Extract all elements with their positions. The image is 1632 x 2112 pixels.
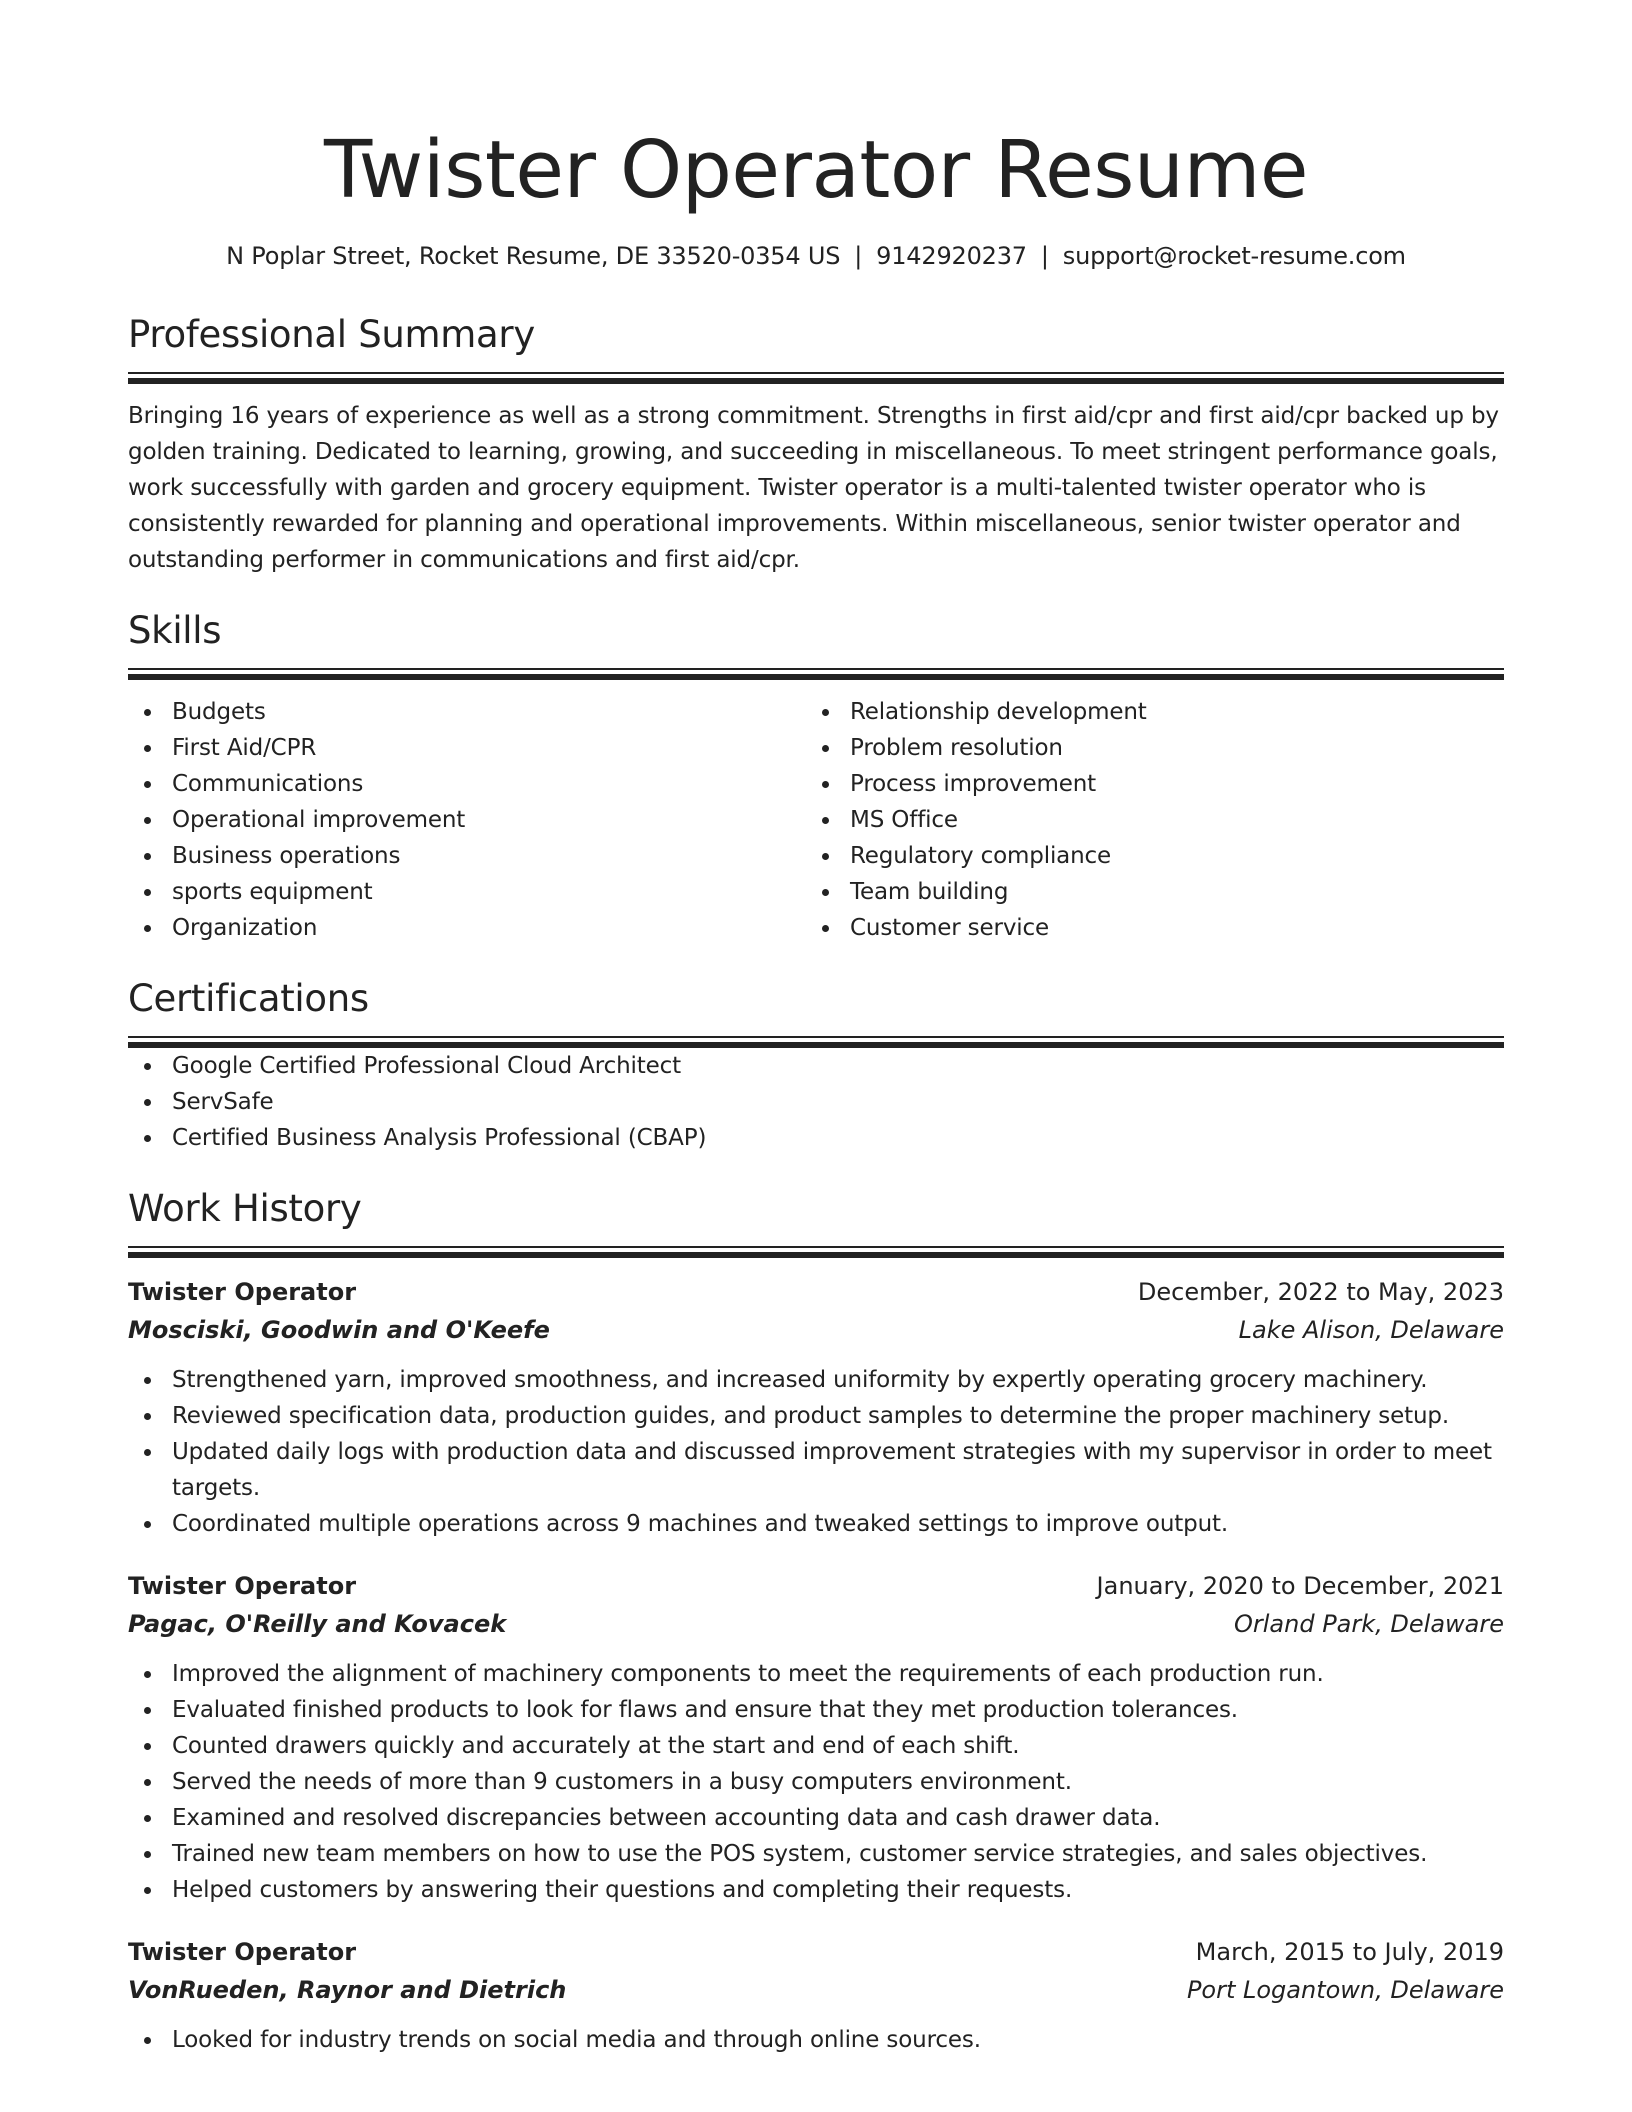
job-duties-list [128, 1656, 1504, 1908]
job-duty-item: Coordinated multiple operations across 9 machines and tweaked settings to improve output. [128, 1506, 1504, 1542]
skill-item: Budgets [128, 694, 806, 730]
skills-heading: Skills [128, 609, 222, 652]
skills-column-left [128, 694, 806, 946]
job-duty-item: Helped customers by answering their questions and completing their requests. [128, 1872, 1504, 1908]
contact-phone: 9142920237 [876, 242, 1027, 270]
skills-column-right [806, 694, 1484, 946]
job-entry [128, 1274, 1504, 1542]
skill-item: MS Office [806, 802, 1484, 838]
contact-separator: | [854, 242, 863, 270]
job-company-row [128, 1970, 1504, 2010]
contact-email: support@rocket-resume.com [1062, 242, 1406, 270]
summary-text: Bringing 16 years of experience as well as a strong commitment. Strengths in first aid/cpr and first aid/cpr backed up by golden training. Dedicated to learning, growing, and succeeding in miscellaneous. To meet stringent performance goals, work successfully with garden and grocery equipment. Twister operator is a multi-talented twister operator who is consistently rewarded for planning and operational improvements. Within miscellaneous, senior twister operator and outstanding performer in communications and first aid/cpr. [128, 403, 1499, 573]
job-duty-item: Counted drawers quickly and accurately at the start and end of each shift. [128, 1728, 1504, 1764]
job-duty-item: Updated daily logs with production data and discussed improvement strategies with my supervisor in order to meet targets. [128, 1434, 1504, 1506]
job-header-row [128, 1274, 1504, 1310]
job-location: Orland Park, Delaware [1234, 1610, 1504, 1638]
job-company: Mosciski, Goodwin and O'Keefe [128, 1316, 550, 1344]
job-dates: March, 2015 to July, 2019 [1195, 1938, 1504, 1966]
certification-item: Google Certified Professional Cloud Architect [128, 1048, 1504, 1084]
job-location: Lake Alison, Delaware [1238, 1316, 1504, 1344]
skill-item: Business operations [128, 838, 806, 874]
work-history-section [128, 1186, 1504, 2058]
skill-item: Communications [128, 766, 806, 802]
skill-item: Problem resolution [806, 730, 1484, 766]
job-duty-item: Trained new team members on how to use the POS system, customer service strategies, and sales objectives. [128, 1836, 1504, 1872]
summary-heading: Professional Summary [128, 313, 535, 356]
job-title: Twister Operator [128, 1278, 357, 1306]
skill-item: Relationship development [806, 694, 1484, 730]
certifications-list [128, 1048, 1504, 1156]
job-location: Port Logantown, Delaware [1186, 1976, 1504, 2004]
certifications-section [128, 976, 1504, 1156]
job-duty-item: Reviewed specification data, production guides, and product samples to determine the proper machinery setup. [128, 1398, 1504, 1434]
job-company: Pagac, O'Reilly and Kovacek [128, 1610, 507, 1638]
contact-line [128, 240, 1504, 272]
job-company: VonRueden, Raynor and Dietrich [128, 1976, 567, 2004]
contact-address: N Poplar Street, Rocket Resume, DE 33520-0354 US [226, 242, 841, 270]
resume-page [128, 0, 1504, 2058]
job-duties-list [128, 2022, 1504, 2058]
section-divider [128, 668, 1504, 680]
skill-item: Customer service [806, 910, 1484, 946]
job-title: Twister Operator [128, 1938, 357, 1966]
job-entry [128, 1934, 1504, 2058]
skill-item: sports equipment [128, 874, 806, 910]
section-divider [128, 372, 1504, 384]
job-header-row [128, 1568, 1504, 1604]
skills-list-right [806, 694, 1484, 946]
skill-item: Organization [128, 910, 806, 946]
contact-separator: | [1040, 242, 1049, 270]
certification-item: Certified Business Analysis Professional (CBAP) [128, 1120, 1504, 1156]
job-company-row [128, 1604, 1504, 1644]
job-duty-item: Evaluated finished products to look for flaws and ensure that they met production tolerances. [128, 1692, 1504, 1728]
resume-title: Twister Operator Resume [323, 124, 1309, 216]
job-duty-item: Looked for industry trends on social media and through online sources. [128, 2022, 1504, 2058]
section-divider [128, 1036, 1504, 1048]
summary-section [128, 312, 1504, 578]
job-duty-item: Improved the alignment of machinery components to meet the requirements of each production run. [128, 1656, 1504, 1692]
skill-item: Team building [806, 874, 1484, 910]
skill-item: Process improvement [806, 766, 1484, 802]
job-duty-item: Served the needs of more than 9 customers in a busy computers environment. [128, 1764, 1504, 1800]
certification-item: ServSafe [128, 1084, 1504, 1120]
job-duty-item: Examined and resolved discrepancies between accounting data and cash drawer data. [128, 1800, 1504, 1836]
skills-list-left [128, 694, 806, 946]
work-history-heading: Work History [128, 1187, 362, 1230]
job-duty-item: Strengthened yarn, improved smoothness, and increased uniformity by expertly operating grocery machinery. [128, 1362, 1504, 1398]
skills-section [128, 608, 1504, 946]
skill-item: Operational improvement [128, 802, 806, 838]
job-dates: December, 2022 to May, 2023 [1137, 1278, 1504, 1306]
job-dates: January, 2020 to December, 2021 [1096, 1572, 1504, 1600]
job-header-row [128, 1934, 1504, 1970]
job-company-row [128, 1310, 1504, 1350]
certifications-heading: Certifications [128, 977, 369, 1020]
job-title: Twister Operator [128, 1572, 357, 1600]
skills-grid [128, 694, 1504, 946]
section-divider [128, 1246, 1504, 1258]
skill-item: Regulatory compliance [806, 838, 1484, 874]
job-duties-list [128, 1362, 1504, 1542]
job-entry [128, 1568, 1504, 1908]
skill-item: First Aid/CPR [128, 730, 806, 766]
